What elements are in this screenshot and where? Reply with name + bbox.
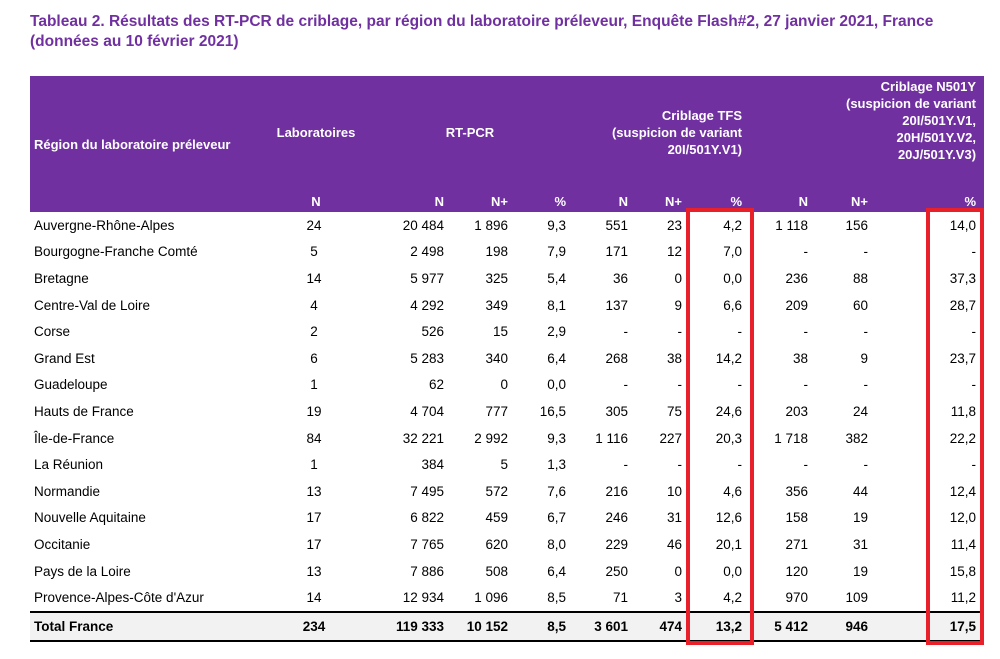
cell-tfs-np: - — [677, 457, 682, 473]
table-row — [30, 531, 984, 558]
table-row — [30, 505, 984, 532]
cell-tfs-pct: 4,6 — [723, 483, 743, 499]
cell-rt-n: 7 765 — [410, 536, 444, 552]
cell-tfs-pct: 7,0 — [723, 244, 743, 260]
cell-rt-np: 620 — [485, 536, 508, 552]
cell-n5-pct: - — [971, 324, 977, 340]
cell-n5-n: 158 — [785, 510, 809, 526]
cell-n5-np: 9 — [860, 350, 869, 366]
cell-region: Île-de-France — [34, 430, 115, 446]
cell-tfs-np: 23 — [666, 217, 682, 233]
cell-rt-np: 508 — [485, 563, 508, 579]
cell-labs: 14 — [306, 270, 322, 286]
cell-rt-n: 119 333 — [366, 612, 452, 641]
cell-labs: 4 — [310, 297, 318, 313]
cell-region: Provence-Alpes-Côte d'Azur — [34, 590, 204, 606]
cell-labs: 5 — [310, 244, 318, 260]
table-row — [30, 212, 984, 239]
table-row — [30, 584, 984, 612]
cell-region: Bourgogne-Franche Comté — [34, 244, 198, 260]
cell-n5-np: 19 — [852, 510, 869, 526]
cell-rt-n: 4 292 — [410, 297, 444, 313]
cell-n5-np: - — [863, 377, 869, 393]
cell-tfs-pct: 13,2 — [690, 612, 750, 641]
cell-labs: 14 — [306, 590, 322, 606]
cell-rt-n: 20 484 — [402, 217, 444, 233]
table-row — [30, 372, 984, 399]
cell-tfs-np: - — [677, 377, 682, 393]
results-table — [30, 76, 984, 642]
cell-labs: 19 — [306, 403, 322, 419]
header-n501-line5: 20J/501Y.V3) — [897, 147, 977, 162]
cell-labs: 6 — [310, 350, 318, 366]
cell-tfs-n: 229 — [605, 536, 628, 552]
cell-tfs-n: - — [623, 457, 628, 473]
cell-labs: 84 — [306, 430, 322, 446]
table-row — [30, 398, 984, 425]
cell-tfs-pct: 20,3 — [715, 430, 743, 446]
cell-rt-pct: 8,1 — [547, 297, 566, 313]
header-criblage-n501y — [750, 76, 984, 188]
cell-tfs-n: 3 601 — [574, 612, 636, 641]
cell-rt-pct: 2,9 — [547, 324, 566, 340]
cell-region: Pays de la Loire — [34, 563, 131, 579]
cell-n5-np: 24 — [852, 403, 869, 419]
header-n501-line2: (suspicion de variant — [845, 96, 977, 111]
cell-tfs-n: 246 — [605, 510, 628, 526]
cell-tfs-np: 10 — [666, 483, 682, 499]
header-laboratoires: Laboratoires — [266, 76, 366, 188]
cell-region: Nouvelle Aquitaine — [34, 510, 146, 526]
cell-n5-n: 1 118 — [775, 217, 809, 233]
header-n501-line3: 20I/501Y.V1, — [902, 113, 977, 128]
header-tfs-line2: (suspicion de variant — [611, 124, 743, 140]
cell-tfs-n: 171 — [605, 244, 628, 260]
cell-n5-pct: 12,0 — [949, 510, 977, 526]
cell-region: La Réunion — [34, 457, 104, 473]
header-n501-line4: 20H/501Y.V2, — [896, 130, 977, 145]
cell-rt-n: 62 — [428, 377, 444, 393]
cell-rt-n: 7 886 — [410, 563, 444, 579]
cell-rt-pct: 6,4 — [547, 563, 566, 579]
cell-n5-np: 31 — [852, 536, 869, 552]
cell-rt-pct: 5,4 — [547, 270, 566, 286]
cell-tfs-pct: 12,6 — [715, 510, 743, 526]
cell-tfs-pct: - — [737, 377, 743, 393]
table-row — [30, 239, 984, 266]
cell-rt-pct: 1,3 — [547, 457, 566, 473]
cell-n5-np: 88 — [852, 270, 869, 286]
cell-rt-pct: 8,0 — [547, 536, 566, 552]
cell-tfs-np: 0 — [674, 270, 682, 286]
cell-n5-n: 120 — [785, 563, 809, 579]
cell-rt-pct: 6,4 — [547, 350, 566, 366]
cell-n5-pct: 28,7 — [949, 297, 977, 313]
header-n501-pct: % — [876, 188, 984, 212]
cell-n5-np: 60 — [852, 297, 869, 313]
cell-tfs-np: 474 — [636, 612, 690, 641]
cell-n5-n: 1 718 — [774, 430, 809, 446]
cell-rt-np: 325 — [485, 270, 508, 286]
cell-region: Grand Est — [34, 350, 95, 366]
cell-n5-n: 209 — [785, 297, 809, 313]
table-row — [30, 558, 984, 585]
table-row — [30, 425, 984, 452]
cell-region: Corse — [34, 324, 71, 340]
cell-rt-np: 5 — [500, 457, 508, 473]
cell-rt-np: 349 — [485, 297, 508, 313]
header-rt-n: N — [366, 188, 452, 212]
header-rt-pct: % — [516, 188, 574, 212]
cell-tfs-n: 305 — [605, 403, 628, 419]
cell-region: Hauts de France — [34, 403, 134, 419]
cell-n5-pct: 22,2 — [949, 430, 977, 446]
header-region: Région du laboratoire préleveur — [30, 76, 266, 212]
cell-n5-n: 271 — [785, 536, 809, 552]
cell-n5-pct: 11,4 — [950, 536, 977, 552]
table-body — [30, 212, 984, 641]
cell-rt-np: 777 — [485, 403, 508, 419]
cell-n5-pct: 11,2 — [950, 590, 977, 606]
cell-rt-pct: 9,3 — [547, 430, 566, 446]
cell-tfs-n: 71 — [612, 590, 628, 606]
cell-n5-pct: - — [971, 244, 977, 260]
cell-rt-np: 10 152 — [452, 612, 516, 641]
cell-tfs-n: 36 — [612, 270, 628, 286]
cell-n5-np: - — [863, 324, 869, 340]
cell-n5-np: 946 — [816, 612, 876, 641]
cell-tfs-pct: 4,2 — [723, 217, 743, 233]
cell-region: Bretagne — [34, 270, 89, 286]
cell-tfs-n: 1 116 — [595, 430, 628, 446]
cell-region: Auvergne-Rhône-Alpes — [34, 217, 175, 233]
cell-rt-n: 12 934 — [402, 590, 444, 606]
cell-rt-n: 384 — [421, 457, 444, 473]
cell-tfs-n: 137 — [605, 297, 628, 313]
cell-rt-pct: 7,9 — [547, 244, 566, 260]
cell-rt-np: 198 — [485, 244, 508, 260]
header-tfs-n: N — [574, 188, 636, 212]
cell-rt-n: 5 977 — [410, 270, 444, 286]
cell-tfs-np: 31 — [666, 510, 682, 526]
cell-n5-np: 156 — [845, 217, 869, 233]
table-row — [30, 451, 984, 478]
cell-labs: 13 — [306, 563, 322, 579]
cell-rt-n: 7 495 — [410, 483, 444, 499]
cell-region: Centre-Val de Loire — [34, 297, 151, 313]
cell-n5-pct: - — [971, 377, 977, 393]
cell-n5-n: 38 — [792, 350, 809, 366]
cell-tfs-n: - — [623, 377, 628, 393]
header-tfs-pct: % — [690, 188, 750, 212]
cell-n5-n: 356 — [785, 483, 809, 499]
header-tfs-nplus: N+ — [636, 188, 690, 212]
header-rt-nplus: N+ — [452, 188, 516, 212]
cell-rt-np: 1 896 — [474, 217, 508, 233]
cell-tfs-np: 38 — [666, 350, 682, 366]
cell-n5-np: - — [863, 457, 869, 473]
cell-labs: 17 — [306, 510, 322, 526]
cell-labs: 1 — [310, 377, 318, 393]
cell-n5-n: 970 — [785, 590, 809, 606]
cell-tfs-np: 12 — [666, 244, 682, 260]
cell-labs: 2 — [310, 324, 318, 340]
header-n501-nplus: N+ — [816, 188, 876, 212]
cell-tfs-pct: - — [737, 324, 743, 340]
header-tfs-line3: 20I/501Y.V1) — [667, 141, 743, 157]
cell-rt-n: 2 498 — [410, 244, 444, 260]
cell-rt-pct: 8,5 — [547, 590, 566, 606]
cell-tfs-np: 46 — [666, 536, 682, 552]
cell-labs: 24 — [306, 217, 322, 233]
table-row — [30, 345, 984, 372]
cell-rt-pct: 9,3 — [547, 217, 566, 233]
header-n501-line1: Criblage N501Y — [880, 79, 977, 94]
cell-rt-n: 6 822 — [410, 510, 444, 526]
cell-tfs-pct: - — [737, 457, 743, 473]
cell-n5-pct: 23,7 — [949, 350, 977, 366]
cell-labs: 234 — [266, 612, 366, 641]
cell-tfs-np: 227 — [659, 430, 682, 446]
cell-n5-n: - — [803, 377, 809, 393]
cell-region: Total France — [30, 612, 266, 641]
cell-rt-pct: 7,6 — [547, 483, 566, 499]
cell-rt-np: 340 — [485, 350, 508, 366]
header-rtpcr: RT-PCR — [366, 76, 574, 188]
cell-tfs-n: 268 — [605, 350, 628, 366]
cell-n5-n: - — [803, 324, 809, 340]
cell-rt-np: 2 992 — [474, 430, 508, 446]
cell-tfs-pct: 20,1 — [715, 536, 743, 552]
cell-tfs-np: 9 — [674, 297, 682, 313]
table-caption: Tableau 2. Résultats des RT-PCR de criblage, par région du laboratoire préleveur, Enquête Flash#2, 27 janvier 2021, France (données au 10 février 2021) — [30, 13, 934, 50]
cell-n5-pct: 17,5 — [876, 612, 984, 641]
cell-rt-n: 4 704 — [410, 403, 444, 419]
cell-rt-pct: 16,5 — [539, 403, 566, 419]
cell-tfs-pct: 14,2 — [715, 350, 743, 366]
header-tfs-line1: Criblage TFS — [661, 107, 743, 123]
table-row — [30, 318, 984, 345]
cell-n5-pct: 37,3 — [949, 270, 977, 286]
cell-rt-np: 459 — [485, 510, 508, 526]
cell-n5-np: - — [863, 244, 869, 260]
cell-tfs-pct: 0,0 — [723, 270, 743, 286]
cell-n5-pct: - — [971, 457, 977, 473]
cell-tfs-pct: 24,6 — [715, 403, 743, 419]
cell-rt-n: 5 283 — [410, 350, 444, 366]
cell-n5-n: 5 412 — [750, 612, 816, 641]
cell-n5-n: - — [803, 244, 809, 260]
cell-tfs-np: 75 — [666, 403, 682, 419]
cell-n5-pct: 11,8 — [950, 403, 977, 419]
cell-tfs-n: 216 — [605, 483, 628, 499]
cell-labs: 1 — [310, 457, 318, 473]
cell-rt-np: 15 — [492, 324, 508, 340]
cell-rt-pct: 6,7 — [547, 510, 566, 526]
cell-n5-np: 44 — [852, 483, 869, 499]
cell-n5-pct: 12,4 — [949, 483, 977, 499]
cell-tfs-np: 3 — [674, 590, 682, 606]
cell-rt-n: 526 — [421, 324, 444, 340]
cell-rt-np: 1 096 — [474, 590, 508, 606]
cell-rt-pct: 8,5 — [516, 612, 574, 641]
cell-labs: 13 — [306, 483, 322, 499]
header-lab-n: N — [266, 188, 366, 212]
cell-n5-np: 19 — [852, 563, 869, 579]
table-row — [30, 478, 984, 505]
cell-rt-np: 572 — [485, 483, 508, 499]
cell-rt-n: 32 221 — [402, 430, 444, 446]
cell-rt-pct: 0,0 — [547, 377, 566, 393]
cell-n5-np: 382 — [845, 430, 869, 446]
cell-tfs-n: 551 — [605, 217, 628, 233]
cell-tfs-np: 0 — [674, 563, 682, 579]
header-criblage-tfs — [574, 76, 750, 188]
cell-tfs-n: - — [623, 324, 628, 340]
results-table-wrapper — [30, 76, 977, 642]
cell-n5-pct: 14,0 — [949, 217, 977, 233]
cell-region: Normandie — [34, 483, 101, 499]
cell-n5-n: 203 — [785, 403, 809, 419]
cell-n5-n: - — [803, 457, 809, 473]
total-row — [30, 612, 984, 641]
cell-region: Guadeloupe — [34, 377, 108, 393]
header-n501-n: N — [750, 188, 816, 212]
table-header — [30, 76, 984, 212]
cell-tfs-pct: 0,0 — [723, 563, 743, 579]
cell-tfs-pct: 6,6 — [723, 297, 743, 313]
cell-n5-pct: 15,8 — [949, 563, 977, 579]
cell-tfs-pct: 4,2 — [723, 590, 743, 606]
cell-labs: 17 — [306, 536, 322, 552]
cell-rt-np: 0 — [500, 377, 508, 393]
cell-n5-n: 236 — [785, 270, 809, 286]
cell-tfs-n: 250 — [605, 563, 628, 579]
table-row — [30, 265, 984, 292]
cell-n5-np: 109 — [845, 590, 869, 606]
cell-tfs-np: - — [677, 324, 682, 340]
table-row — [30, 292, 984, 319]
cell-region: Occitanie — [34, 536, 91, 552]
